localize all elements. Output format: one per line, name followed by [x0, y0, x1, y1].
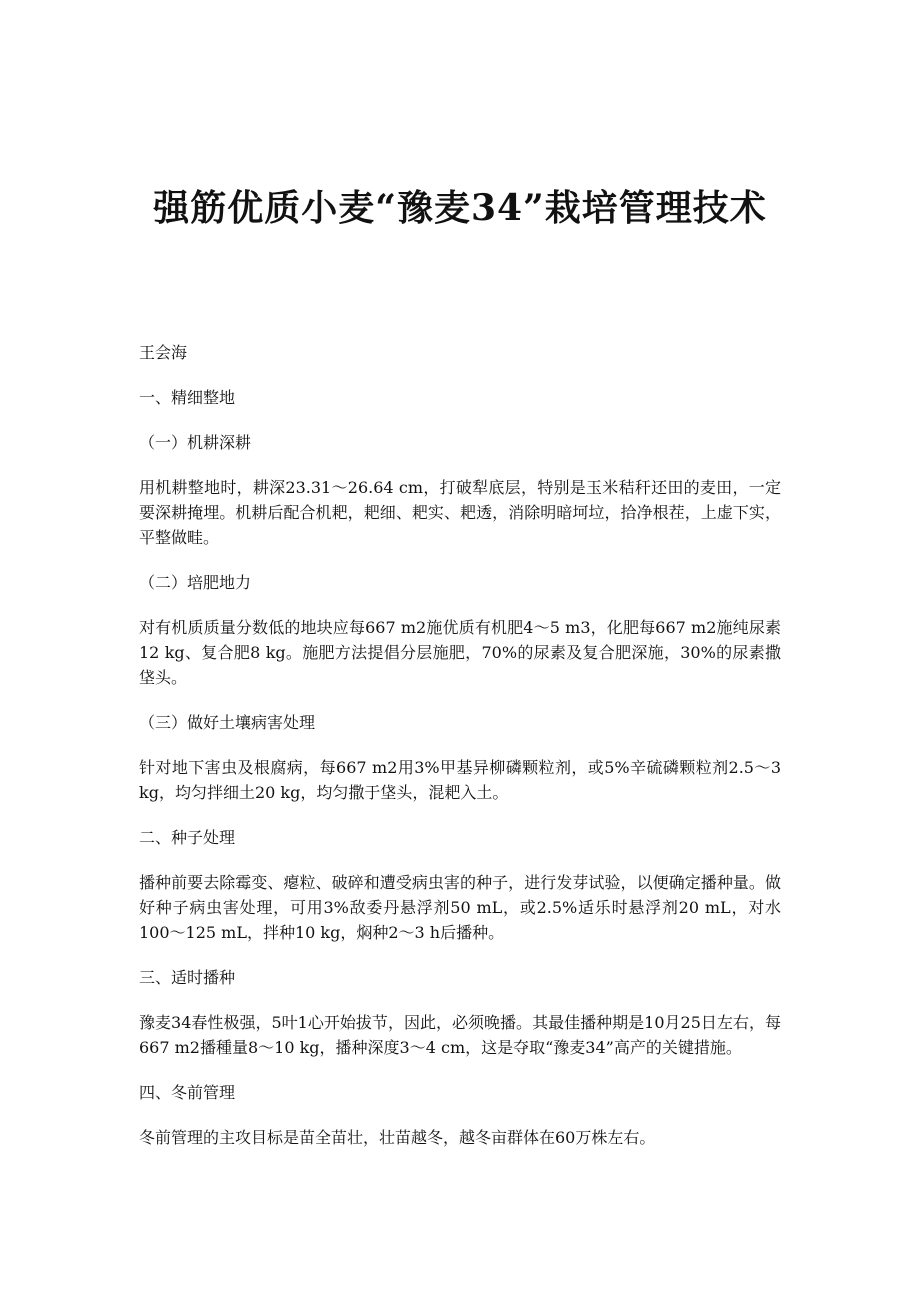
- subsection-heading-1-3: （三）做好土壤病害处理: [139, 713, 316, 732]
- document-body: [139, 340, 781, 1170]
- body-paragraph: 对有机质质量分数低的地块应每667 m2施优质有机肥4～5 m3，化肥每667 m2施纯尿素12 kg、复合肥8 kg。施肥方法提倡分层施肥，70%的尿素及复合肥深施，30%的尿素撒垡头。: [139, 618, 781, 687]
- body-paragraph: 豫麦34春性极强，5叶1心开始拔节，因此，必须晚播。其最佳播种期是10月25日左右，每667 m2播種量8～10 kg，播种深度3～4 cm，这是夺取“豫麦34”高产的关键措施。: [139, 1013, 781, 1057]
- body-paragraph: 用机耕整地时，耕深23.31～26.64 cm，打破犁底层，特别是玉米秸秆还田的麦田，一定要深耕掩埋。机耕后配合机耙，耙细、耙实、耙透，消除明暗坷垃，拾净根茬，上虚下实，平整做畦。: [139, 478, 781, 547]
- document-title: 强筋优质小麦“豫麦34”栽培管理技术: [153, 187, 767, 229]
- subsection-heading-1-1: （一）机耕深耕: [139, 433, 252, 452]
- section-heading-1: 一、精细整地: [139, 388, 236, 407]
- section-heading-3: 三、适时播种: [139, 968, 236, 987]
- body-paragraph: 播种前要去除霉变、瘪粒、破碎和遭受病虫害的种子，进行发芽试验，以便确定播种量。做好种子病虫害处理，可用3%敌委丹悬浮剂50 mL，或2.5%适乐时悬浮剂20 mL，对水100～125 mL，拌种10 kg，焖种2～3 h后播种。: [139, 873, 781, 942]
- section-heading-2: 二、种子处理: [139, 828, 236, 847]
- body-paragraph: 冬前管理的主攻目标是苗全苗壮，壮苗越冬，越冬亩群体在60万株左右。: [139, 1128, 656, 1147]
- subsection-heading-1-2: （二）培肥地力: [139, 573, 252, 592]
- author-name: 王会海: [139, 343, 188, 362]
- body-paragraph: 针对地下害虫及根腐病，每667 m2用3%甲基异柳磷颗粒剂，或5%辛硫磷颗粒剂2.5～3 kg，均匀拌细土20 kg，均匀撒于垡头，混耙入土。: [139, 758, 781, 802]
- section-heading-4: 四、冬前管理: [139, 1083, 236, 1102]
